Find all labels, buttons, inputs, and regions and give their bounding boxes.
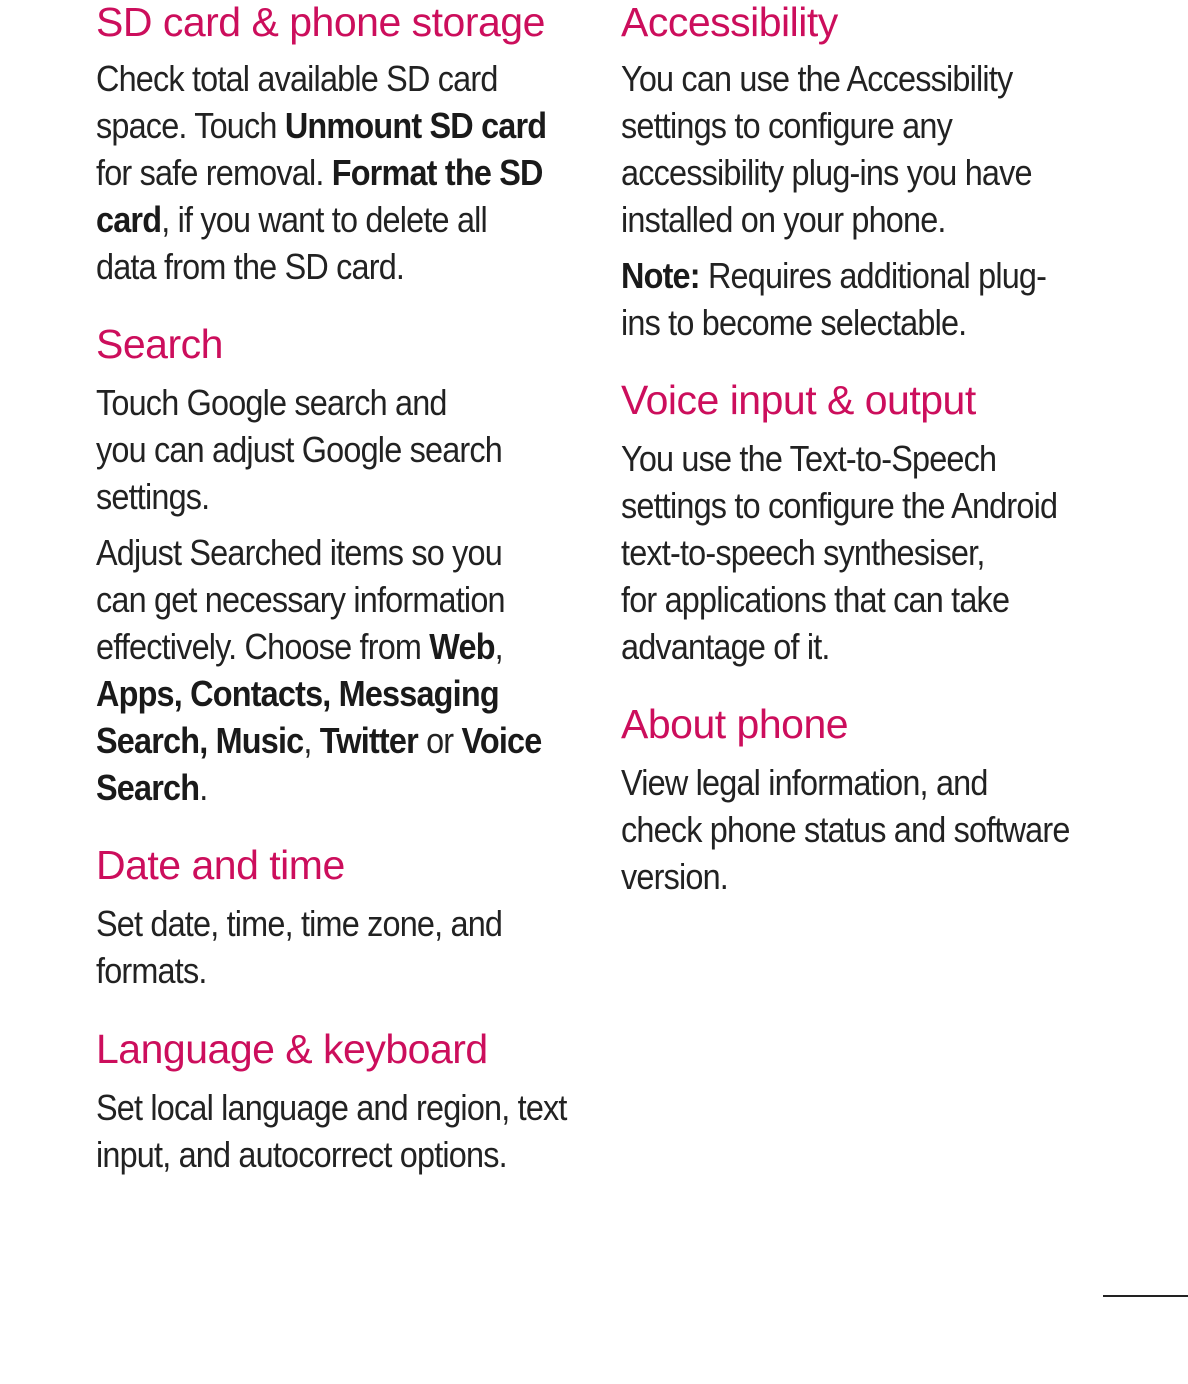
text-line: View legal information, and (621, 762, 988, 803)
text-line: ins to become selectable. (621, 302, 967, 343)
text-line: formats. (96, 950, 207, 991)
text-line: You can use the Accessibility (621, 58, 1013, 99)
section-voice (621, 378, 1141, 670)
page-rule (1103, 1295, 1188, 1297)
section-sd-card (96, 0, 586, 290)
text-span: space. Touch (96, 105, 285, 146)
voice-description (621, 435, 1140, 670)
search-items-description (96, 529, 586, 811)
text-line: Set date, time, time zone, and (96, 903, 503, 944)
section-language-keyboard (96, 1027, 586, 1178)
text-span: Requires additional plug- (699, 255, 1047, 296)
text-span: . (199, 767, 208, 808)
text-line: settings. (96, 476, 210, 517)
text-line: input, and autocorrect options. (96, 1134, 507, 1175)
heading-search: Search (96, 321, 223, 367)
text-span: effectively. Choose from (96, 626, 430, 667)
text-line: check phone status and software (621, 809, 1070, 850)
section-date-time (96, 843, 586, 994)
heading-language-keyboard: Language & keyboard (96, 1026, 488, 1072)
text-line: Touch Google search and (96, 382, 447, 423)
text-line: accessibility plug-ins you have (621, 152, 1032, 193)
bold-term: Format the SD (331, 152, 543, 193)
text-line: you can adjust Google search (96, 429, 502, 470)
search-description (96, 379, 586, 520)
text-line: Set local language and region, text (96, 1087, 567, 1128)
text-line: You use the Text-to-Speech (621, 438, 997, 479)
bold-term: Search (96, 767, 200, 808)
text-span: , (303, 720, 320, 761)
text-line: data from the SD card. (96, 246, 405, 287)
text-line: Adjust Searched items so you (96, 532, 502, 573)
text-line: advantage of it. (621, 626, 830, 667)
sd-card-description (96, 55, 586, 290)
text-span: , if you want to delete all (161, 199, 487, 240)
text-line: settings to configure the Android (621, 485, 1058, 526)
text-line: can get necessary information (96, 579, 505, 620)
heading-date-time: Date and time (96, 842, 345, 888)
bold-term: Search, Music (96, 720, 304, 761)
heading-about-phone: About phone (621, 701, 849, 747)
section-search (96, 322, 586, 811)
text-line: version. (621, 856, 728, 897)
bold-term: Twitter (319, 720, 418, 761)
section-about-phone (621, 702, 1141, 900)
accessibility-description (621, 55, 1140, 243)
heading-accessibility: Accessibility (621, 0, 838, 45)
text-span: for safe removal. (96, 152, 332, 193)
note-label: Note: (621, 255, 700, 296)
accessibility-note (621, 252, 1140, 346)
bold-term: Voice (461, 720, 542, 761)
text-line: for applications that can take (621, 579, 1010, 620)
text-span: , (494, 626, 503, 667)
text-line: Check total available SD card (96, 58, 498, 99)
bold-term: Apps, Contacts, Messaging (96, 673, 499, 714)
bold-term: card (96, 199, 162, 240)
section-accessibility (621, 0, 1141, 346)
heading-sd-card: SD card & phone storage (96, 0, 545, 45)
bold-term: Web (429, 626, 495, 667)
about-phone-description (621, 759, 1140, 900)
language-keyboard-description (96, 1084, 586, 1178)
text-line: installed on your phone. (621, 199, 946, 240)
bold-term: Unmount SD card (284, 105, 547, 146)
date-time-description (96, 900, 586, 994)
text-line: settings to configure any (621, 105, 952, 146)
text-span: or (417, 720, 462, 761)
text-line: text-to-speech synthesiser, (621, 532, 985, 573)
heading-voice: Voice input & output (621, 377, 976, 423)
